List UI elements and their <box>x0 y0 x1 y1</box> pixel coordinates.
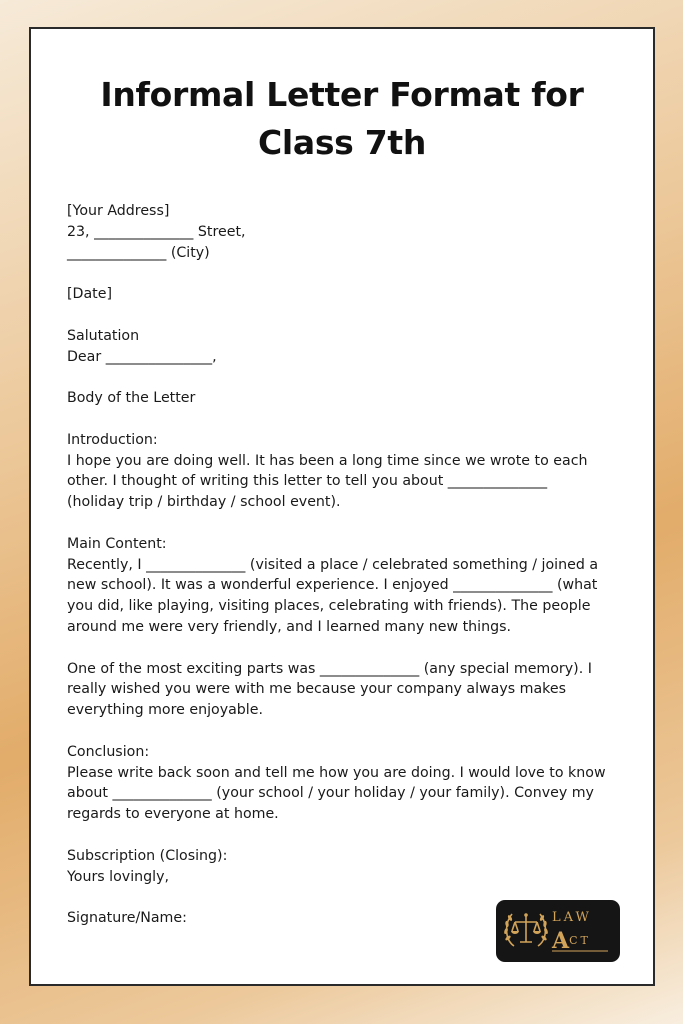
date-placeholder: [Date] <box>67 286 112 303</box>
memory-paragraph: One of the most exciting parts was ______________ (any special memory). I <box>67 660 592 677</box>
spacer <box>67 638 627 659</box>
memory-paragraph: really wished you were with me because your company always makes <box>67 681 566 698</box>
signature-label: Signature/Name: <box>67 910 187 927</box>
spacer <box>67 305 627 326</box>
logo-letter-a: A <box>552 928 570 954</box>
closing-line: Yours lovingly, <box>67 868 169 885</box>
spacer <box>67 367 627 388</box>
introduction-text: other. I thought of writing this letter to tell you about ______________ <box>67 473 548 490</box>
conclusion-text: regards to everyone at home. <box>67 806 279 823</box>
main-content-heading: Main Content: <box>67 535 167 552</box>
conclusion-text: about ______________ (your school / your holiday / your family). Convey my <box>67 785 594 802</box>
main-content-text: you did, like playing, visiting places, celebrating with friends). The people <box>67 598 591 615</box>
introduction-text: I hope you are doing well. It has been a long time since we wrote to each <box>67 452 588 469</box>
title-line-2: Class 7th <box>257 123 427 162</box>
logo-letters-ct: CT <box>569 934 591 947</box>
address-street-line: 23, ______________ Street, <box>67 223 246 240</box>
address-placeholder: [Your Address] <box>67 203 170 219</box>
letter-body <box>67 201 627 929</box>
memory-paragraph: everything more enjoyable. <box>67 702 263 719</box>
spacer <box>67 721 627 742</box>
conclusion-heading: Conclusion: <box>67 743 150 760</box>
conclusion-text: Please write back soon and tell me how you are doing. I would love to know <box>67 764 606 781</box>
title-line-1: Informal Letter Format for <box>100 75 584 114</box>
spacer <box>67 825 627 846</box>
closing-heading: Subscription (Closing): <box>67 847 228 864</box>
main-content-text: around me were very friendly, and I learned many new things. <box>67 618 511 635</box>
letter-card <box>29 27 655 986</box>
body-heading: Body of the Letter <box>67 390 196 407</box>
logo-word-law: LAW <box>552 910 592 925</box>
law-act-logo <box>496 900 620 962</box>
main-content-text: Recently, I ______________ (visited a place / celebrated something / joined a <box>67 556 599 573</box>
main-content-text: new school). It was a wonderful experience. I enjoyed ______________ (what <box>67 577 598 594</box>
page-title <box>31 71 653 167</box>
salutation-line: Dear _______________, <box>67 348 217 365</box>
introduction-heading: Introduction: <box>67 431 158 448</box>
spacer <box>67 409 627 430</box>
spacer <box>67 263 627 284</box>
address-city-line: ______________ (City) <box>67 244 210 261</box>
salutation-heading: Salutation <box>67 327 140 344</box>
spacer <box>67 513 627 534</box>
introduction-text: (holiday trip / birthday / school event). <box>67 494 341 511</box>
logo-word-act <box>552 924 591 954</box>
